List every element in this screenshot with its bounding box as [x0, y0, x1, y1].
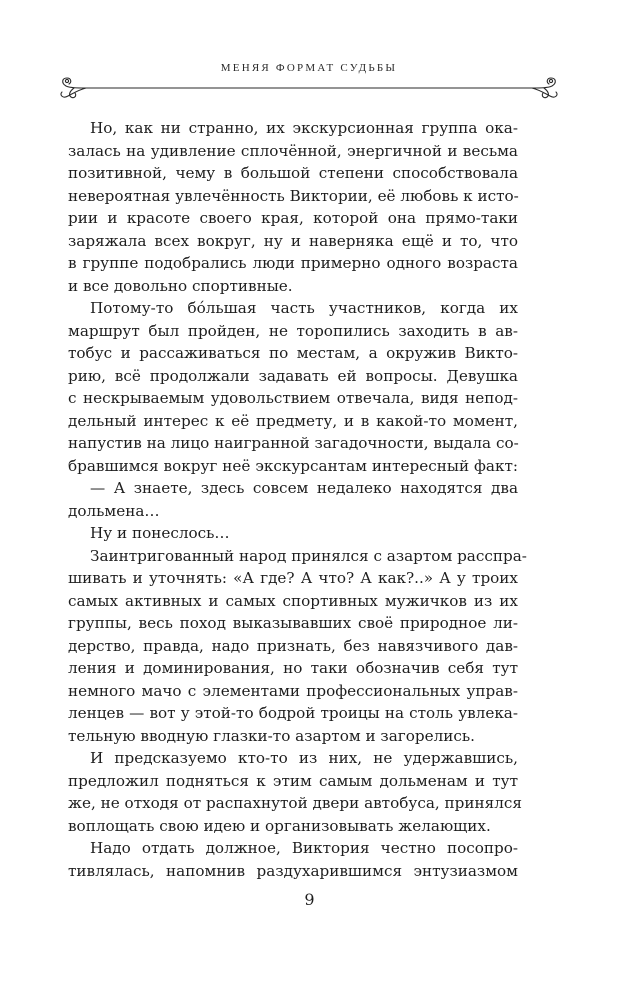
text-line: шивать и уточнять: «А где? А что? А как?..» А у троих [68, 569, 518, 587]
text-line: И предсказуемо кто-то из них, не удержавшись, [90, 749, 518, 767]
text-line: дельный интерес к её предмету, и в какой-то момент, [68, 411, 518, 430]
text-line: тивлялась, напомнив раздухарившимся энтузиазмом [68, 861, 518, 880]
text-line: Но, как ни странно, их экскурсионная группа ока- [90, 119, 518, 137]
text-line: с нескрываемым удовольствием отвечала, видя непод- [68, 389, 518, 407]
header-title: МЕНЯЯ ФОРМАТ СУДЬБЫ [220, 62, 398, 74]
text-line: немного мачо с элементами профессиональных управ- [68, 681, 518, 700]
body-text [68, 117, 527, 882]
running-header [56, 62, 562, 106]
text-line: дерство, правда, надо признать, без навязчивого дав- [68, 636, 518, 655]
text-line: заряжала всех вокруг, ну и наверняка ещё и то, что [68, 231, 518, 250]
text-line: ленцев — вот у этой-то бодрой троицы на столь увлека- [68, 704, 518, 722]
text-line: невероятная увлечённость Виктории, её любовь к исто- [68, 186, 519, 205]
text-line: воплощать свою идею и организовывать желающих. [68, 816, 491, 835]
text-line: Ну и понеслось… [90, 524, 230, 542]
text-line: бравшимся вокруг неё экскурсантам интересный факт: [68, 456, 518, 475]
header-ornament-icon [56, 76, 562, 104]
text-line: рии и красоте своего края, которой она прямо-таки [68, 209, 518, 227]
text-line: залась на удивление сплочённой, энергичной и весьма [68, 141, 518, 160]
text-line: предложил подняться к этим самым дольменам и тут [68, 771, 518, 790]
text-line: Потому-то бóльшая часть участников, когда их [90, 299, 518, 317]
text-line: тобус и рассаживаться по местам, а окружив Викто- [68, 344, 518, 362]
text-line: Заинтригованный народ принялся с азартом расспра- [90, 546, 527, 565]
text-line: и все довольно спортивные. [68, 276, 293, 295]
text-line: — А знаете, здесь совсем недалеко находятся два [90, 479, 518, 497]
text-line: рию, всё продолжали задавать ей вопросы. Девушка [68, 366, 518, 385]
text-line: тельную вводную глазки-то азартом и загорелись. [68, 726, 475, 745]
text-line: позитивной, чему в большой степени способствовала [68, 164, 518, 182]
text-line: в группе подобрались люди примерно одного возраста [68, 254, 518, 272]
text-line: дольмена… [68, 501, 160, 520]
text-line: же, не отходя от распахнутой двери автобуса, принялся [68, 794, 522, 812]
text-line: напустив на лицо наигранной загадочности, выдала со- [68, 434, 519, 452]
text-line: Надо отдать должное, Виктория честно посопро- [90, 839, 518, 857]
text-line: маршрут был пройден, не торопились заходить в ав- [68, 321, 518, 340]
page-number: 9 [304, 890, 315, 909]
text-line: группы, весь поход выказывавших своё природное ли- [68, 614, 518, 632]
text-line: ления и доминирования, но таки обозначив себя тут [68, 659, 518, 677]
text-line: самых активных и самых спортивных мужичков из их [68, 591, 518, 610]
